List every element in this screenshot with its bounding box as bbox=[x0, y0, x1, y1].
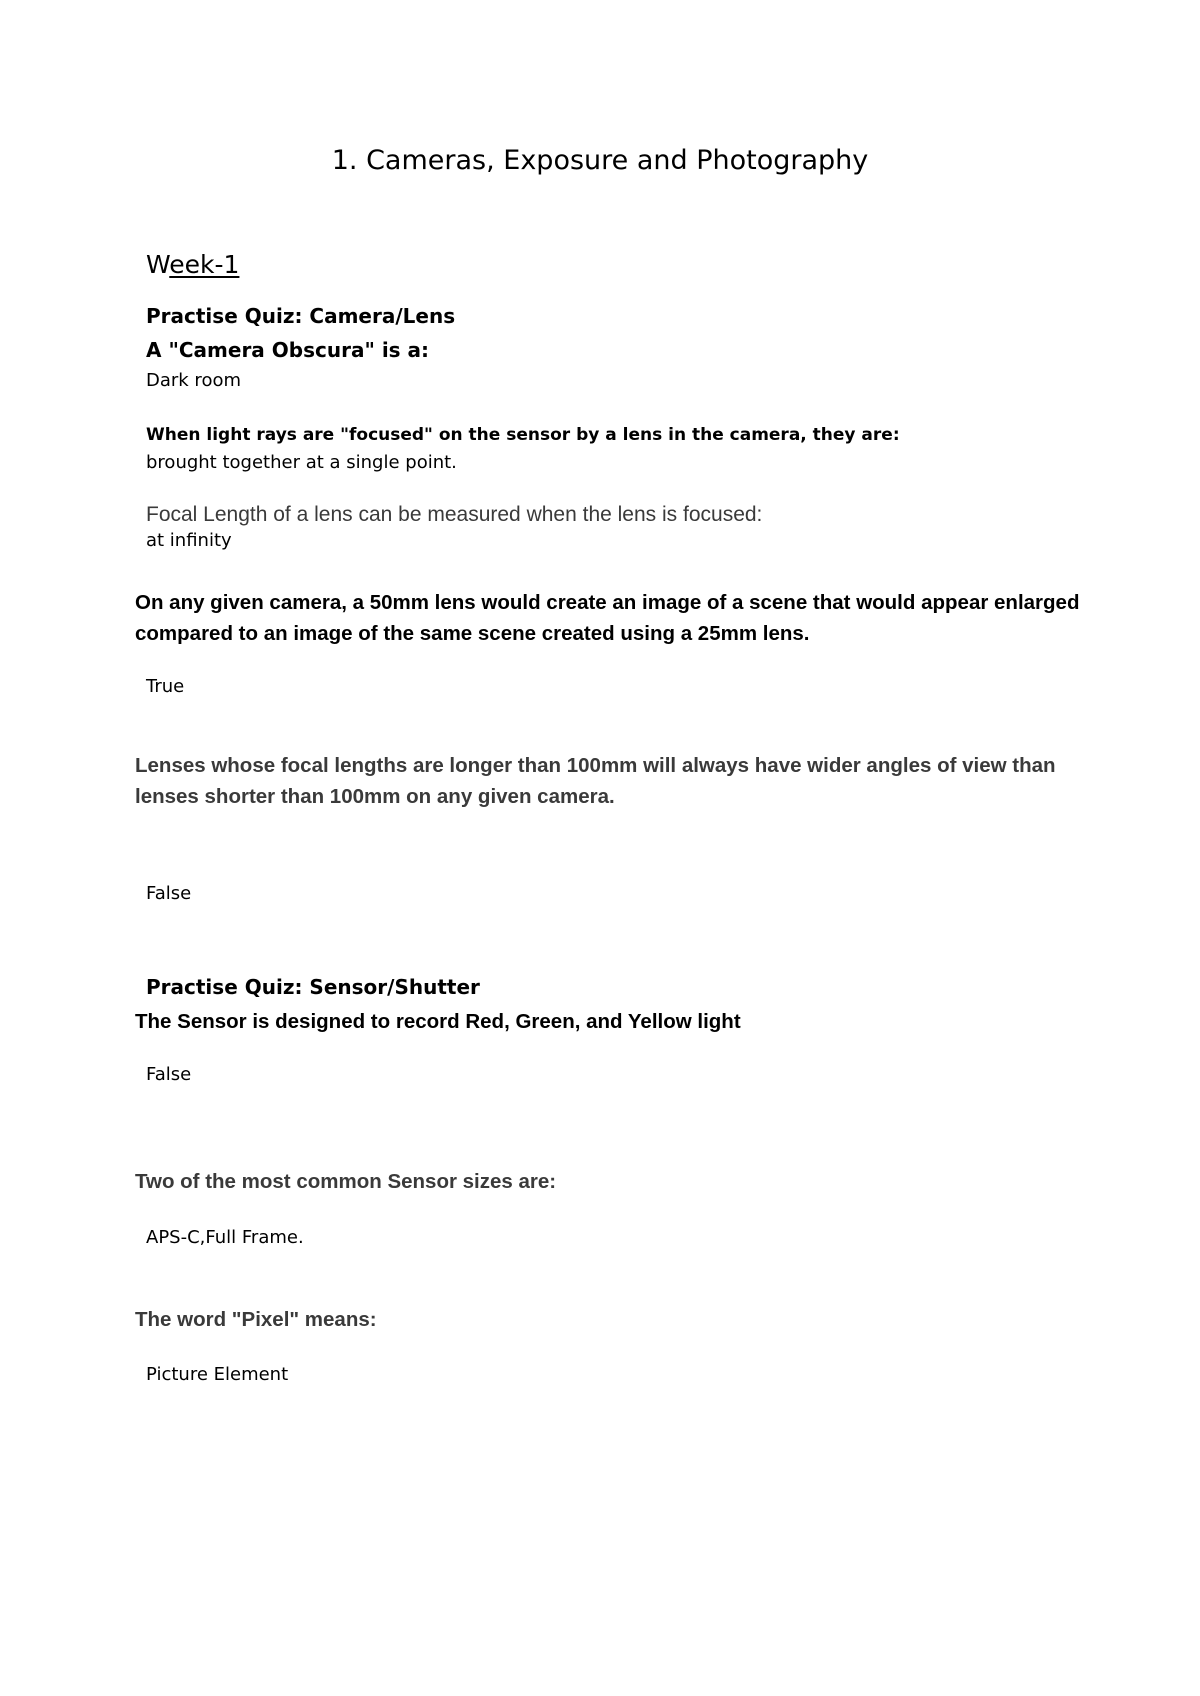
answer-sensor-sizes: APS-C,Full Frame. bbox=[146, 1227, 304, 1248]
page-title: 1. Cameras, Exposure and Photography bbox=[331, 145, 869, 176]
answer-camera-obscura: Dark room bbox=[146, 370, 242, 391]
question-focused-light: When light rays are "focused" on the sensor by a lens in the camera, they are: bbox=[146, 425, 900, 445]
section-heading-camera-lens: Practise Quiz: Camera/Lens bbox=[146, 304, 456, 328]
question-sensor-sizes: Two of the most common Sensor sizes are: bbox=[135, 1170, 557, 1193]
answer-focal-length: at infinity bbox=[146, 530, 232, 551]
question-50mm-lens: On any given camera, a 50mm lens would create an image of a scene that would appear enlarged compared to an image of the same scene created using a 25mm lens. bbox=[135, 591, 1080, 645]
section-heading-sensor-shutter: Practise Quiz: Sensor/Shutter bbox=[146, 975, 480, 999]
question-100mm-lenses: Lenses whose focal lengths are longer than 100mm will always have wider angles of view than lenses shorter than 100mm on any given camera. bbox=[135, 754, 1056, 808]
question-sensor-colors: The Sensor is designed to record Red, Green, and Yellow light bbox=[135, 1010, 741, 1033]
week-heading-rest: eek-1 bbox=[169, 250, 240, 279]
answer-100mm-lenses: False bbox=[146, 883, 192, 904]
answer-50mm-lens: True bbox=[146, 676, 185, 697]
week-heading-first-letter: W bbox=[146, 250, 170, 279]
question-pixel-meaning: The word "Pixel" means: bbox=[135, 1308, 377, 1331]
answer-sensor-colors: False bbox=[146, 1064, 192, 1085]
question-focal-length: Focal Length of a lens can be measured when the lens is focused: bbox=[146, 503, 763, 526]
answer-pixel-meaning: Picture Element bbox=[146, 1364, 289, 1385]
question-camera-obscura: A "Camera Obscura" is a: bbox=[146, 338, 430, 362]
week-heading bbox=[146, 250, 239, 279]
answer-focused-light: brought together at a single point. bbox=[146, 452, 457, 473]
